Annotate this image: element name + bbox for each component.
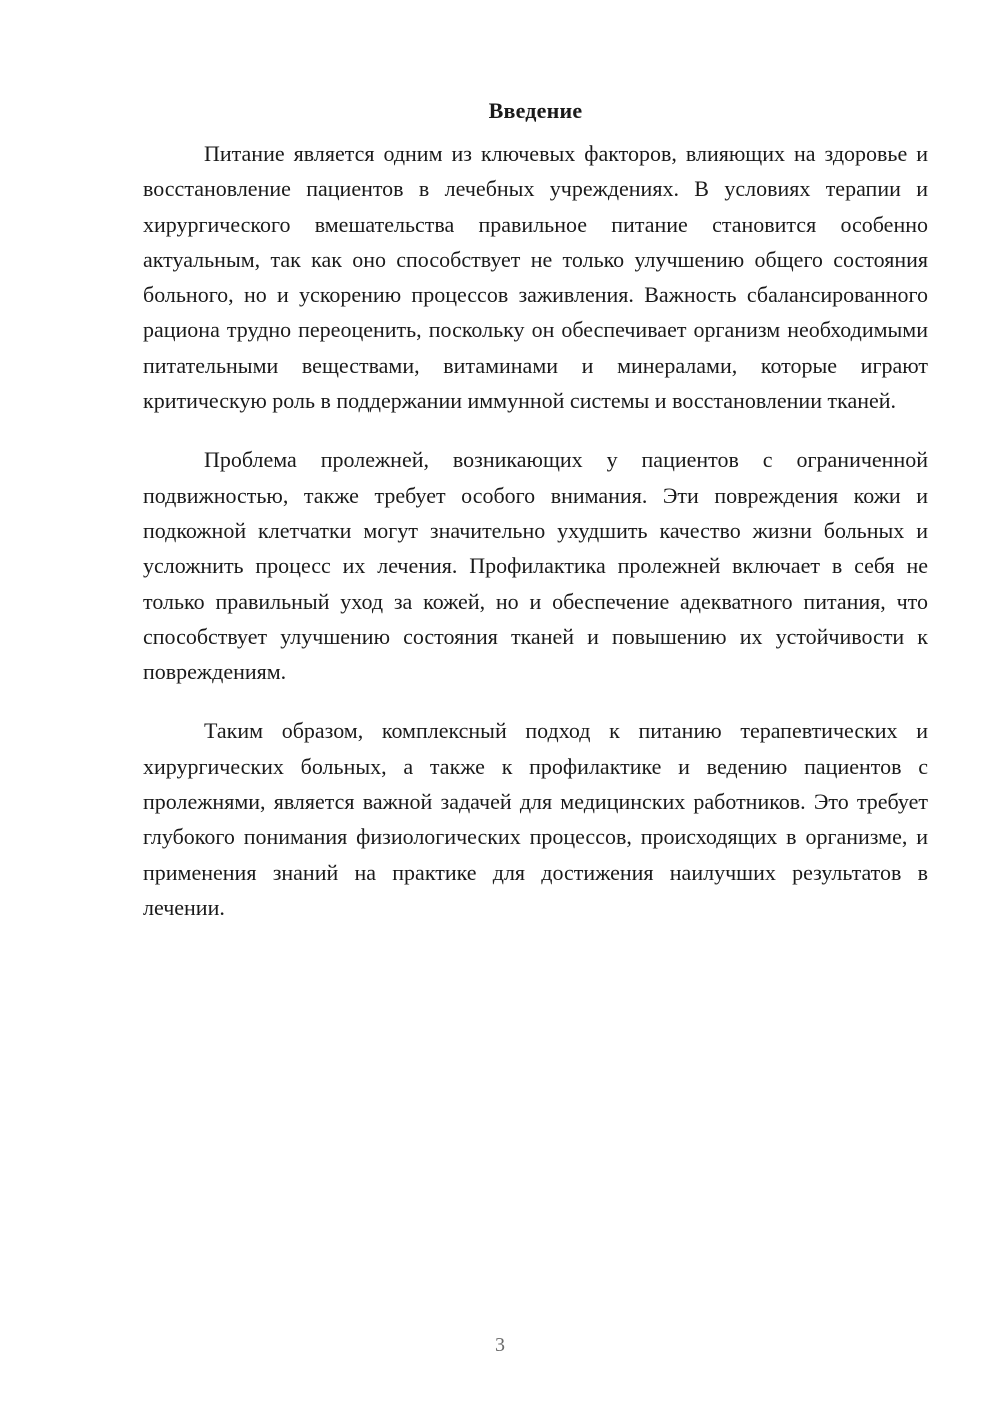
- paragraph-nutrition: Питание является одним из ключевых факторов, влияющих на здоровье и восстановление пациентов в лечебных учреждениях. В условиях терапии и хирургического вмешательства правильное питание становится особенно актуальным, так как оно способствует не только улучшению общего состояния больного, но и ускорению процессов заживления. Важность сбалансированного рациона трудно переоценить, поскольку он обеспечивает организм необходимыми питательными веществами, витаминами и минералами, которые играют критическую роль в поддержании иммунной системы и восстановлении тканей.: [143, 141, 928, 414]
- page-content: [143, 96, 928, 949]
- section-title: Введение: [488, 98, 583, 123]
- paragraph-conclusion: Таким образом, комплексный подход к питанию терапевтических и хирургических больных, а также к профилактике и ведению пациентов с пролежнями, является важной задачей для медицинских работников. Это требует глубокого понимания физиологических процессов, происходящих в организме, и применения знаний на практике для достижения наилучших результатов в лечении.: [143, 718, 928, 920]
- page-number: 3: [495, 1334, 505, 1356]
- paragraph-bedsores: Проблема пролежней, возникающих у пациентов с ограниченной подвижностью, также требует особого внимания. Эти повреждения кожи и подкожной клетчатки могут значительно ухудшить качество жизни больных и усложнить процесс их лечения. Профилактика пролежней включает в себя не только правильный уход за кожей, но и обеспечение адекватного питания, что способствует улучшению состояния тканей и повышению их устойчивости к повреждениям.: [143, 447, 928, 685]
